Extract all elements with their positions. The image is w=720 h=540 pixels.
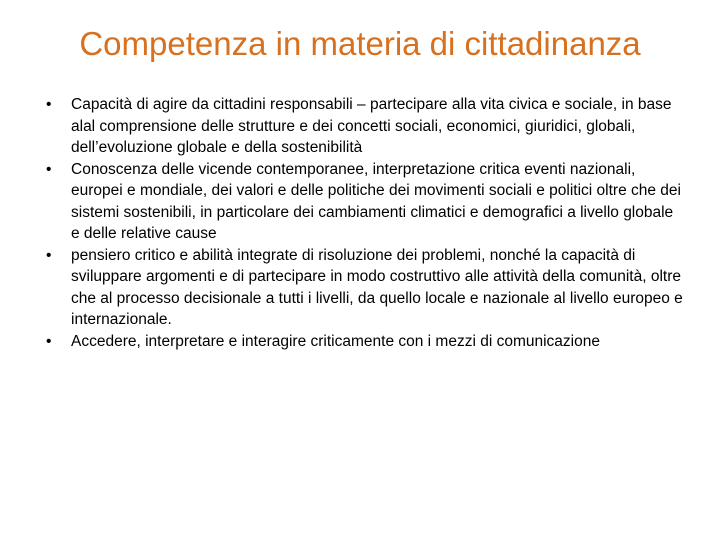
- bullet-item-3: [46, 245, 686, 331]
- slide-title: Competenza in materia di cittadinanza: [79, 25, 641, 62]
- bullet-icon: •: [46, 332, 52, 350]
- bullet-item-1: [46, 94, 686, 159]
- bullet-item-4: [46, 331, 686, 353]
- bullet-icon: •: [46, 246, 52, 264]
- bullet-icon: •: [46, 96, 52, 113]
- bullet-item-2: [46, 159, 686, 245]
- bullet-text: Conoscenza delle vicende contemporanee, interpretazione critica eventi nazionali, europei e mondiale, dei valori e delle politiche dei movimenti sociali e politici oltre che dei sistemi sostenibili, in particolare dei cambiamenti climatici e demografici a livello globale e delle relative cause: [71, 160, 681, 242]
- bullet-text: Accedere, interpretare e interagire criticamente con i mezzi di comunicazione: [71, 332, 600, 350]
- bullet-text: Capacità di agire da cittadini responsabili – partecipare alla vita civica e sociale, in base alal comprensione delle strutture e dei concetti sociali, economici, giuridici, globali, dell’evoluzione globale e della sostenibilità: [71, 96, 672, 156]
- bullet-list: [46, 94, 686, 352]
- bullet-text: pensiero critico e abilità integrate di risoluzione dei problemi, nonché la capacità di sviluppare argomenti e di partecipare in modo costruttivo alle attività della comunità, oltre che al processo decisionale a tutti i livelli, da quello locale e nazionale al livello europeo e internazionale.: [71, 246, 683, 328]
- bullet-icon: •: [46, 160, 52, 178]
